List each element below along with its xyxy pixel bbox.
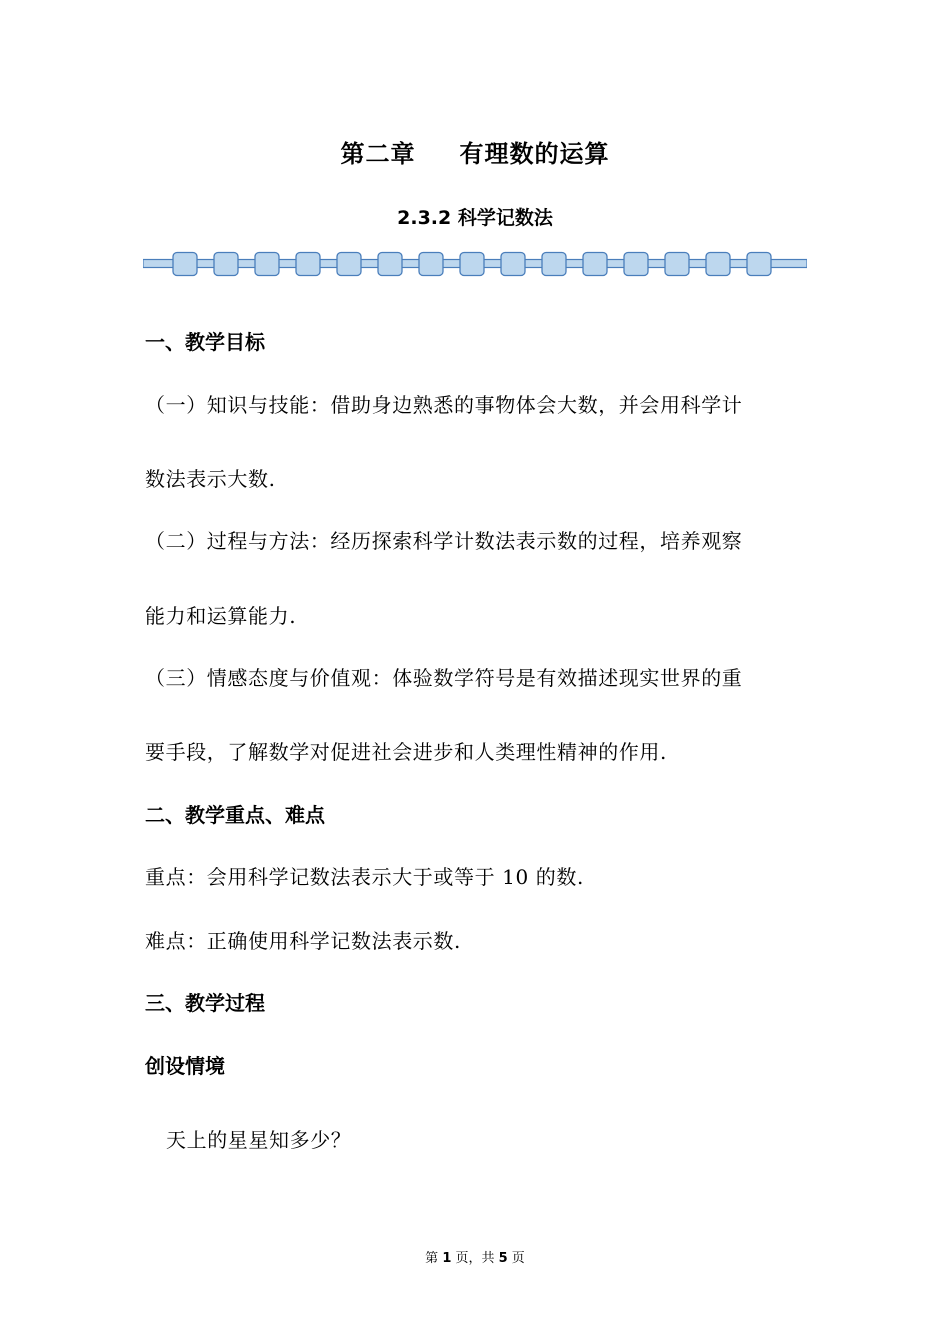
- footer-prefix: 第: [425, 1251, 443, 1266]
- chapter-name: 有理数的运算: [459, 140, 610, 168]
- scenario-text: 天上的星星知多少？: [166, 1128, 352, 1152]
- divider-beads: [173, 253, 771, 276]
- chapter-label: 第二章: [340, 140, 416, 168]
- divider-bead: [665, 253, 689, 276]
- divider-bead: [173, 253, 197, 276]
- divider-bead: [583, 253, 607, 276]
- divider-bead: [460, 253, 484, 276]
- bead-divider: [143, 250, 807, 278]
- objective-1-line-2: 数法表示大数.: [145, 467, 276, 491]
- footer-page-number: 1: [442, 1251, 452, 1266]
- difficulty-point: 难点：正确使用科学记数法表示数.: [145, 929, 461, 953]
- divider-bead: [747, 253, 771, 276]
- chapter-title: [0, 134, 950, 169]
- divider-bead: [296, 253, 320, 276]
- objective-2-line-1: （二）过程与方法：经历探索科学计数法表示数的过程，培养观察: [145, 529, 743, 553]
- objectives-heading: 一、教学目标: [145, 330, 265, 354]
- divider-bead: [706, 253, 730, 276]
- divider-bead: [255, 253, 279, 276]
- section-title: 2.3.2 科学记数法: [397, 207, 553, 229]
- page-footer: [0, 1247, 950, 1266]
- process-heading: 三、教学过程: [145, 991, 265, 1015]
- objective-2-line-2: 能力和运算能力.: [145, 604, 297, 628]
- objective-3-line-2: 要手段，了解数学对促进社会进步和人类理性精神的作用.: [145, 740, 667, 764]
- focus-point: 重点：会用科学记数法表示大于或等于 10 的数.: [145, 865, 584, 889]
- divider-bead: [542, 253, 566, 276]
- key-points-heading: 二、教学重点、难点: [145, 803, 325, 827]
- divider-bead: [501, 253, 525, 276]
- footer-total-pages: 5: [498, 1251, 508, 1266]
- objective-1-line-1: （一）知识与技能：借助身边熟悉的事物体会大数，并会用科学计: [145, 393, 743, 417]
- divider-bead: [624, 253, 648, 276]
- divider-bead: [378, 253, 402, 276]
- scenario-subheading: 创设情境: [145, 1054, 225, 1078]
- footer-middle: 页，共: [451, 1251, 499, 1266]
- divider-bead: [214, 253, 238, 276]
- divider-bead: [419, 253, 443, 276]
- footer-suffix: 页: [507, 1251, 525, 1266]
- divider-bead: [337, 253, 361, 276]
- objective-3-line-1: （三）情感态度与价值观：体验数学符号是有效描述现实世界的重: [145, 666, 743, 690]
